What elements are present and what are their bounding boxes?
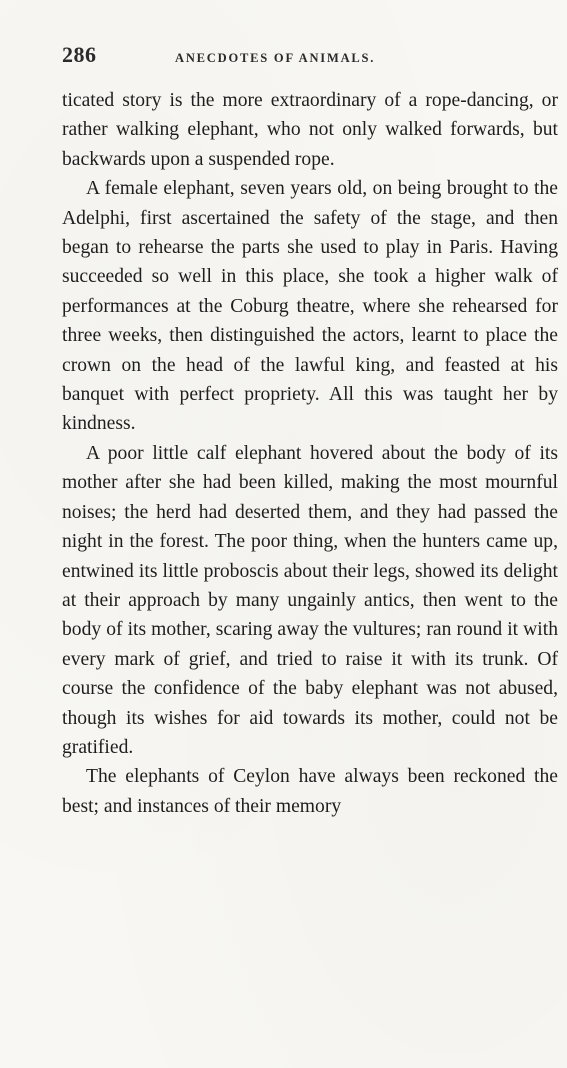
running-head — [62, 42, 542, 72]
paragraph-ceylon-elephants: The elephants of Ceylon have always been reckoned the best; and instances of their memory — [62, 766, 558, 817]
paragraph-continuation: ticated story is the more extraordinary of a rope-dancing, or rather walking elephant, who not only walked forwards, but backwards upon a suspended rope. — [62, 90, 558, 170]
running-title: ANECDOTES OF ANIMALS. — [175, 51, 376, 65]
body-text — [62, 86, 558, 821]
paragraph-female-elephant: A female elephant, seven years old, on being brought to the Adelphi, first ascertained the safety of the stage, and then began to rehearse the parts she used to play in Paris. Having succeeded so well in this place, she took a higher walk of performances at the Coburg theatre, where she rehearsed for three weeks, then distinguished the actors, learnt to place the crown on the head of the lawful king, and feasted at his banquet with perfect propriety. All this was taught her by kindness. — [62, 178, 558, 435]
paragraph-calf-elephant: A poor little calf elephant hovered about the body of its mother after she had been killed, making the most mournful noises; the herd had deserted them, and they had passed the night in the forest. The poor thing, when the hunters came up, entwined its little proboscis about their legs, showed its delight at their approach by many ungainly antics, then went to the body of its mother, scaring away the vultures; ran round it with every mark of grief, and tried to raise it with its trunk. Of course the confidence of the baby elephant was not abused, though its wishes for aid towards its mother, could not be gratified. — [62, 442, 558, 758]
page-number: 286 — [62, 42, 97, 67]
